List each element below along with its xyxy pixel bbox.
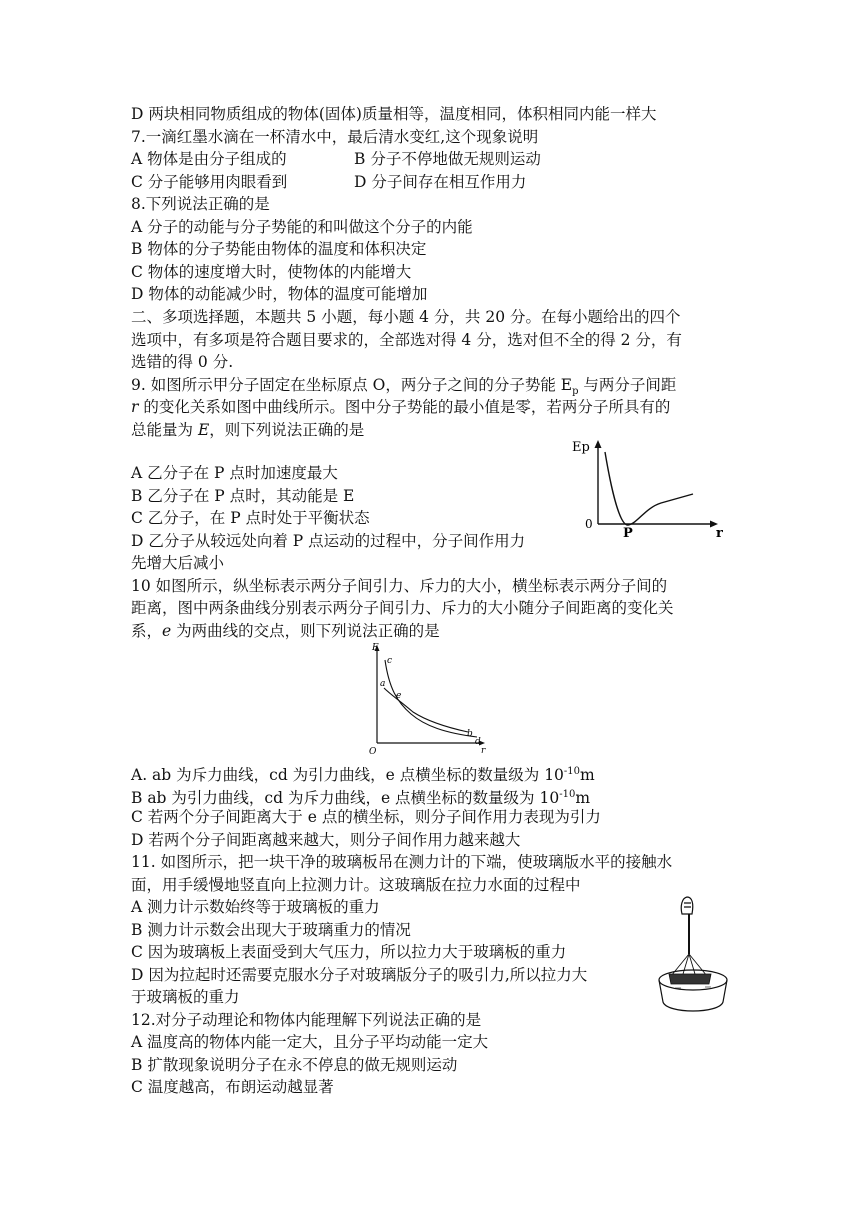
suspension-strings: [671, 954, 707, 976]
q10-stem-line2: 距离，图中两条曲线分别表示两分子间引力、斥力的大小随分子间距离的变化关: [131, 599, 674, 617]
q7-option-d: D 分子间存在相互作用力: [354, 173, 527, 191]
q7-option-b: B 分子不停地做无规则运动: [354, 150, 541, 168]
q12-option-a: A 温度高的物体内能一定大，且分子平均动能一定大: [131, 1033, 489, 1051]
q8-option-c: C 物体的速度增大时，使物体的内能增大: [131, 263, 412, 281]
q12-option-c: C 温度越高，布朗运动越显著: [131, 1078, 334, 1096]
q9-option-b: B 乙分子在 P 点时，其动能是 E: [131, 487, 355, 505]
ep-y-axis-arrow: [595, 440, 602, 448]
q8-option-a: A 分子的动能与分子势能的和叫做这个分子的内能: [131, 218, 473, 236]
force-curve-figure: [365, 638, 490, 760]
label-a: a: [380, 679, 386, 689]
q7-options-row2: [131, 171, 527, 193]
q8-option-b: B 物体的分子势能由物体的温度和体积决定: [131, 240, 427, 258]
section2-line1: 二、多项选择题，本题共 5 小题，每小题 4 分，共 20 分。在每小题给出的四个: [131, 308, 681, 326]
q11-option-c: C 因为玻璃板上表面受到大气压力，所以拉力大于玻璃板的重力: [131, 943, 567, 961]
hand-icon: [681, 897, 693, 914]
q7-stem: 7.一滴红墨水滴在一杯清水中，最后清水变红,这个现象说明: [131, 128, 539, 146]
q11-option-d-line2: 于玻璃板的重力: [131, 988, 240, 1006]
q11-option-a: A 测力计示数始终等于玻璃板的重力: [131, 898, 380, 916]
q7-options-row1: [131, 148, 541, 170]
q6-option-d: D 两块相同物质组成的物体(固体)质量相等，温度相同，体积相同内能一样大: [131, 105, 657, 123]
force-y-label: F: [372, 643, 379, 653]
q9-stem-line2: r 的变化关系如图中曲线所示。图中分子势能的最小值是零，若两分子所具有的: [131, 398, 671, 416]
q11-stem-line2: 面，用手缓慢地竖直向上拉测力计。这玻璃版在拉力水面的过程中: [131, 876, 581, 894]
q8-option-d: D 物体的动能减少时，物体的温度可能增加: [131, 285, 428, 303]
q8-stem: 8.下列说法正确的是: [131, 195, 270, 213]
q7-option-c: C 分子能够用肉眼看到: [131, 173, 288, 191]
q10-option-c: C 若两个分子间距离大于 e 点的横坐标，则分子间作用力表现为引力: [131, 808, 601, 826]
q9-option-a: A 乙分子在 P 点时加速度最大: [131, 464, 338, 482]
q10-option-d: D 若两个分子间距离越来越大，则分子间作用力越来越大: [131, 831, 521, 849]
q11-option-b: B 测力计示数会出现大于玻璃重力的情况: [131, 921, 411, 939]
ep-x-label: r: [716, 526, 723, 541]
force-x-label: r: [481, 746, 486, 756]
label-b: b: [467, 729, 473, 739]
q10-option-a: A. ab 为斥力曲线，cd 为引力曲线，e 点横坐标的数量级为 $10^{-10}m$: [131, 766, 595, 785]
q7-option-a: A 物体是由分子组成的: [131, 150, 287, 168]
q10-option-b: B ab 为引力曲线，cd 为斥力曲线，e 点横坐标的数量级为 $10^{-10}m$: [131, 789, 591, 808]
q9-stem-line1: 9. 如图所示甲分子固定在坐标原点 O，两分子之间的分子势能 $E_p$ 与两分子间距: [131, 376, 677, 398]
ep-origin-label: 0: [585, 517, 593, 531]
force-origin-label: O: [369, 747, 377, 757]
label-c: c: [387, 656, 393, 666]
q9-option-c: C 乙分子，在 P 点时处于平衡状态: [131, 509, 370, 527]
q9-option-d-line2: 先增大后减小: [131, 554, 225, 572]
glass-plate: [669, 974, 711, 984]
label-e: e: [396, 691, 402, 701]
q12-stem: 12.对分子动理论和物体内能理解下列说法正确的是: [131, 1011, 482, 1029]
q9-stem-line3: 总能量为 E，则下列说法正确的是: [131, 421, 365, 439]
ep-curve: [605, 452, 693, 525]
ep-point-p-label: P: [623, 526, 633, 541]
q12-option-b: B 扩散现象说明分子在永不停息的做无规则运动: [131, 1056, 458, 1074]
section2-line3: 选错的得 0 分.: [131, 353, 234, 371]
q11-option-d-line1: D 因为拉起时还需要克服水分子对玻璃版分子的吸引力,所以拉力大: [131, 966, 588, 984]
spring-scale-water-illustration: [655, 892, 737, 1017]
q11-stem-line1: 11. 如图所示，把一块干净的玻璃板吊在测力计的下端，使玻璃版水平的接触水: [131, 853, 673, 871]
section2-line2: 选项中，有多项是符合题目要求的，全部选对得 4 分，选对但不全的得 2 分，有: [131, 331, 682, 349]
label-d: d: [475, 737, 481, 747]
q9-option-d-line1: D 乙分子从较远处向着 P 点运动的过程中，分子间作用力: [131, 532, 526, 550]
q10-stem-line3: 系，e 为两曲线的交点，则下列说法正确的是: [131, 622, 440, 640]
q10-stem-line1: 10 如图所示，纵坐标表示两分子间引力、斥力的大小，横坐标表示两分子间的: [131, 577, 668, 595]
ep-y-label: Ep: [572, 440, 590, 455]
ep-curve-figure: [565, 434, 735, 546]
